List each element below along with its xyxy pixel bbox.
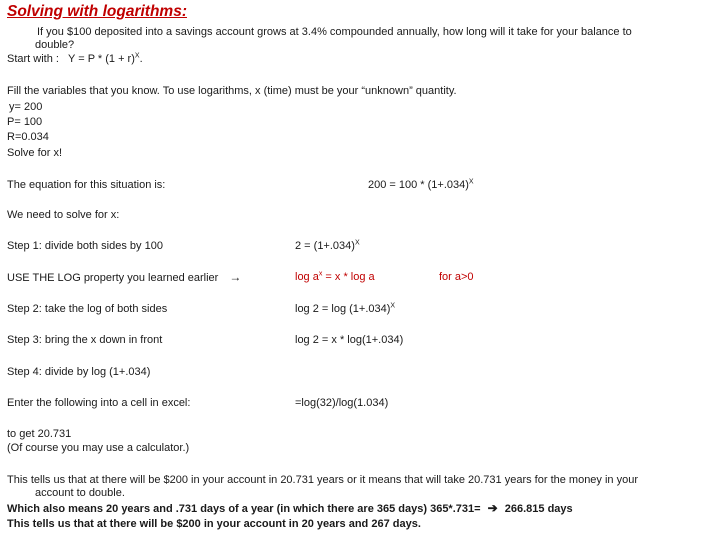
start-exponent: X (134, 52, 140, 60)
step-2-result (295, 303, 395, 316)
step-1-exponent: X (354, 239, 360, 247)
equation (368, 179, 474, 192)
conclusion-line-3-value: 266.815 days (504, 503, 573, 515)
solve-intro: We need to solve for x: (7, 209, 120, 221)
fill-instructions: Fill the variables that you know. To use logarithms, x (time) must be your “unknown” quantity. (7, 85, 457, 97)
page-title: Solving with logarithms: (7, 3, 187, 20)
step-2-exponent: X (390, 302, 396, 310)
excel-label: Enter the following into a cell in excel: (7, 397, 191, 409)
step-2-base: log 2 = log (1+.034) (295, 303, 391, 315)
log-condition: for a>0 (439, 271, 474, 283)
conclusion-line-3 (7, 502, 573, 516)
step-1-label: Step 1: divide both sides by 100 (7, 240, 163, 252)
conclusion-line-1: This tells us that at there will be $200 in your account in 20.731 years or it means that will take 20.731 years for the money in your (7, 474, 639, 486)
log-rule-pre: log a (295, 271, 319, 283)
conclusion-line-4: This tells us that at there will be $200 in your account in 20 years and 267 days. (7, 518, 421, 530)
log-rule (295, 271, 375, 284)
variable-y: y= 200 (9, 101, 43, 113)
result-line-1: to get 20.731 (7, 428, 72, 440)
step-1-base: 2 = (1+.034) (295, 240, 355, 252)
equation-base: 200 = 100 * (1+.034) (368, 179, 469, 191)
step-1-result (295, 240, 360, 253)
start-formula: Y = P * (1 + r) (68, 53, 135, 65)
conclusion-line-3-text: Which also means 20 years and .731 days of a year (in which there are 365 days) 365*.731= (7, 503, 481, 515)
step-3-label: Step 3: bring the x down in front (7, 334, 163, 346)
equation-exponent: X (468, 178, 474, 186)
result-line-2: (Of course you may use a calculator.) (7, 442, 190, 454)
log-property-text: USE THE LOG property you learned earlier (7, 272, 219, 284)
problem-line-2: double? (35, 39, 75, 51)
start-end: . (139, 53, 143, 65)
right-arrow-icon: → (229, 270, 242, 284)
problem-line-1: If you $100 deposited into a savings account grows at 3.4% compounded annually, how long will it take for your balance to (37, 26, 632, 38)
solve-for-x: Solve for x! (7, 147, 63, 159)
arrow-right-icon: ➔ (487, 501, 498, 515)
step-4-label: Step 4: divide by log (1+.034) (7, 366, 151, 378)
log-rule-exponent: x (318, 270, 323, 278)
start-with-row (7, 53, 143, 66)
excel-formula: =log(32)/log(1.034) (295, 397, 389, 409)
log-property-label (7, 271, 241, 285)
conclusion-line-2: account to double. (35, 487, 125, 499)
equation-label: The equation for this situation is: (7, 179, 166, 191)
step-2-label: Step 2: take the log of both sides (7, 303, 168, 315)
log-rule-post: = x * log a (322, 271, 375, 283)
start-label: Start with : (7, 53, 59, 65)
variable-r: R=0.034 (7, 131, 49, 143)
step-3-result: log 2 = x * log(1+.034) (295, 334, 404, 346)
variable-p: P= 100 (7, 116, 43, 128)
